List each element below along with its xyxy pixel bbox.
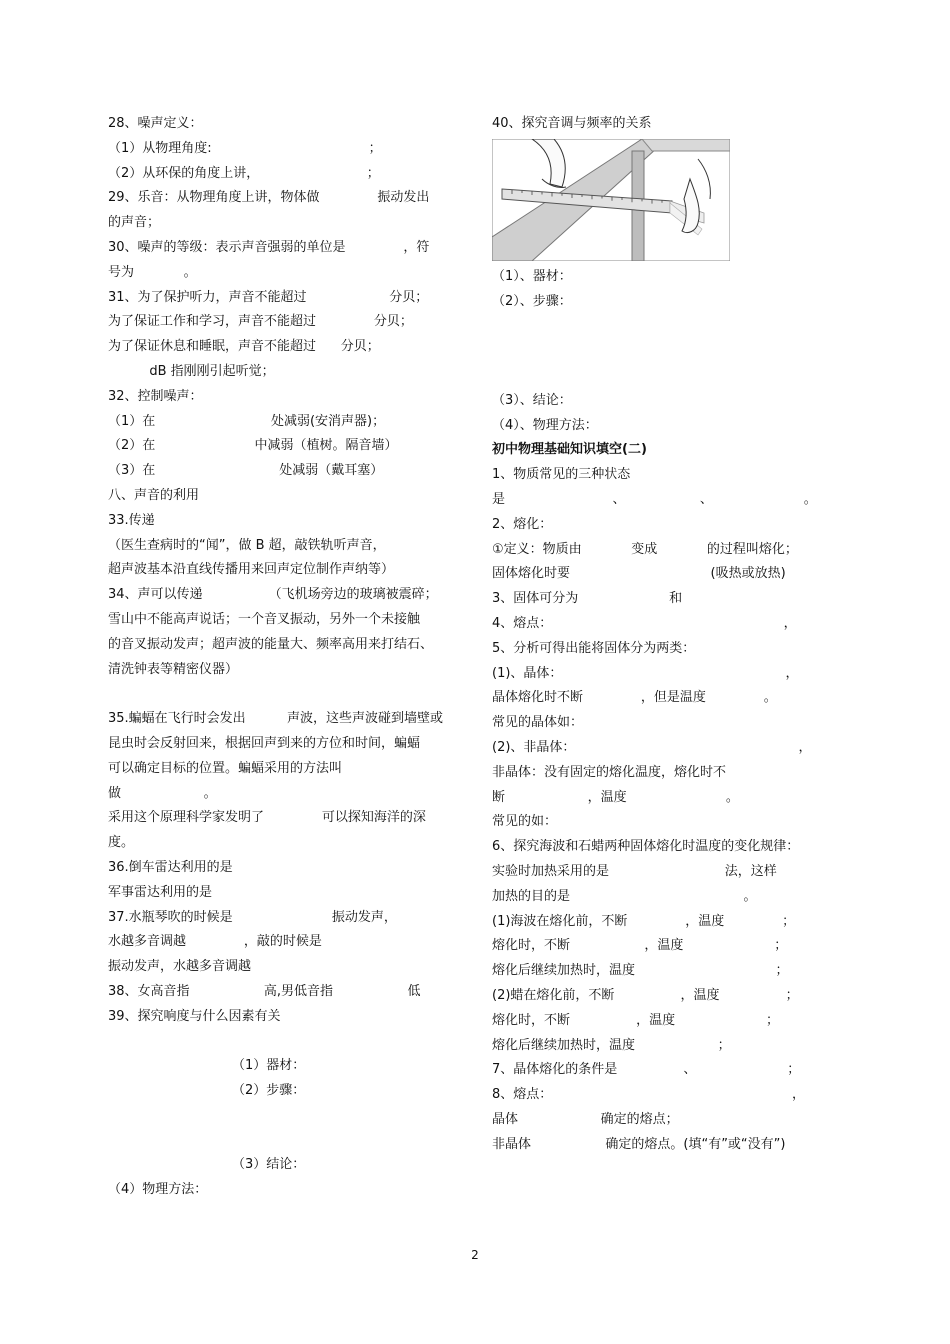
- text-line: 号为 。: [108, 264, 197, 280]
- text-line: 6、探究海波和石蜡两种固体熔化时温度的变化规律：: [492, 839, 800, 855]
- text-line: （3）、结论：: [492, 392, 572, 408]
- left-section-conclusion: [108, 1153, 468, 1203]
- q40-title: 40、探究音调与频率的关系: [492, 116, 652, 131]
- text-line: 加热的目的是 。: [492, 888, 757, 904]
- text-line: 1、物质常见的三种状态: [492, 467, 631, 483]
- spacer: [492, 314, 832, 388]
- text-line: 熔化时，不断 ，温度 ；: [492, 1012, 780, 1028]
- text-line: 可以确定目标的位置。蝙蝠采用的方法叫: [108, 760, 343, 776]
- text-line: (1)海波在熔化前，不断 ，温度 ；: [492, 913, 796, 929]
- spacer: [108, 1029, 468, 1054]
- text-line: 军事雷达利用的是: [108, 884, 213, 900]
- text-line: （1）从物理角度: ；: [108, 140, 382, 156]
- text-line: 非晶体：没有固定的熔化温度，熔化时不: [492, 764, 727, 780]
- text-line: 8、熔点： ，: [492, 1087, 805, 1103]
- text-line: 38、女高音指 高,男低音指 低: [108, 983, 421, 999]
- text-line: 断 ，温度 。: [492, 789, 739, 805]
- text-line: 的音叉振动发声；超声波的能量大、频率高用来打结石、: [108, 636, 434, 652]
- text-line: （2）从环保的角度上讲， ；: [108, 165, 380, 181]
- left-section-applications: [108, 707, 468, 1029]
- text-line: 实验时加热采用的是 法，这样: [492, 863, 777, 879]
- text-line: 29、乐音：从物理角度上讲，物体做 振动发出: [108, 190, 430, 206]
- text-line: 常见的如：: [492, 814, 558, 830]
- left-section-sound: [108, 112, 468, 682]
- text-line: （2）在 中减弱（植树。隔音墙）: [108, 438, 398, 454]
- text-line: （2）步骤：: [108, 1083, 306, 1099]
- text-line: 超声波基本沿直线传播用来回声定位制作声纳等）: [108, 562, 395, 578]
- text-line: 熔化时，不断 ，温度 ；: [492, 938, 788, 954]
- text-line: （3）在 处减弱（戴耳塞）: [108, 463, 384, 479]
- text-line: 30、噪声的等级：表示声音强弱的单位是 ，符: [108, 239, 430, 255]
- text-line: 为了保证休息和睡眠，声音不能超过 分贝；: [108, 339, 380, 355]
- text-line: 晶体熔化时不断 ，但是温度 。: [492, 690, 777, 706]
- left-section-experiment: [108, 1054, 468, 1104]
- text-line: 3、固体可分为 和: [492, 591, 683, 607]
- text-line: 初中物理基础知识填空(二): [492, 442, 647, 458]
- right-section-melting: [492, 389, 832, 1158]
- text-line: 34、声可以传递 （飞机场旁边的玻璃被震碎；: [108, 587, 438, 603]
- text-line: 清洗钟表等精密仪器）: [108, 661, 239, 677]
- text-line: 31、为了保护听力，声音不能超过 分贝；: [108, 289, 429, 305]
- text-line: 昆虫时会反射回来，根据回声到来的方位和时间，蝙蝠: [108, 735, 421, 751]
- text-line: 39、探究响度与什么因素有关: [108, 1008, 281, 1024]
- text-line: 八、声音的利用: [108, 487, 200, 503]
- text-line: 常见的晶体如：: [492, 715, 584, 731]
- text-line: 采用这个原理科学家发明了 可以探知海洋的深: [108, 810, 426, 826]
- text-line: 度。: [108, 835, 135, 851]
- text-line: 做 。: [108, 785, 217, 801]
- q40-items: [492, 265, 832, 315]
- text-line: 为了保证工作和学习，声音不能超过 分贝；: [108, 314, 413, 330]
- text-line: 36.倒车雷达利用的是: [108, 859, 233, 875]
- text-line: 33.传递: [108, 512, 155, 528]
- text-line: 28、噪声定义：: [108, 116, 203, 131]
- text-line: （4）物理方法：: [108, 1182, 208, 1198]
- spacer: [108, 682, 468, 707]
- text-line: （3）结论：: [108, 1157, 306, 1173]
- text-line: 4、熔点： ，: [492, 615, 797, 631]
- text-line: 5、分析可得出能将固体分为两类：: [492, 640, 696, 656]
- text-line: 熔化后继续加热时，温度 ；: [492, 1037, 731, 1053]
- left-column: [108, 112, 468, 1203]
- text-line: 熔化后继续加热时，温度 ；: [492, 963, 789, 979]
- text-line: 的声音；: [108, 215, 161, 231]
- text-line: （1）器材：: [108, 1058, 306, 1074]
- ruler-illustration-icon: [492, 139, 730, 261]
- text-line: 37.水瓶琴吹的时候是 振动发声，: [108, 909, 397, 925]
- text-line: (2)、非晶体： ，: [492, 739, 812, 755]
- right-column: [492, 112, 832, 1157]
- ruler-experiment-figure: [492, 139, 730, 261]
- text-line: (2)蜡在熔化前，不断 ，温度 ；: [492, 987, 799, 1003]
- text-line: 雪山中不能高声说话；一个音叉振动，另外一个未接触: [108, 611, 421, 627]
- text-line: 固体熔化时要 (吸热或放热): [492, 566, 786, 582]
- text-line: （2）、步骤：: [492, 293, 572, 309]
- text-line: （1）在 处减弱(安消声器)；: [108, 413, 386, 429]
- page-number: 2: [471, 1248, 479, 1262]
- text-line: ①定义：物质由 变成 的过程叫熔化；: [492, 541, 798, 557]
- text-line: 2、熔化：: [492, 516, 553, 532]
- text-line: 32、控制噪声：: [108, 388, 203, 404]
- text-line: 振动发声，水越多音调越: [108, 959, 252, 975]
- spacer: [108, 1104, 468, 1154]
- text-line: 是 、 、 。: [492, 491, 817, 507]
- text-line: （4）、物理方法：: [492, 417, 598, 433]
- text-line: (1)、晶体： ，: [492, 665, 799, 681]
- text-line: dB 指刚刚引起听觉；: [108, 363, 275, 379]
- text-line: 非晶体 确定的熔点。(填“有”或“没有”): [492, 1136, 786, 1152]
- text-line: 水越多音调越 ，敲的时候是: [108, 934, 322, 950]
- text-line: 7、晶体熔化的条件是 、 ；: [492, 1062, 801, 1078]
- text-line: （1）、器材：: [492, 268, 572, 284]
- text-line: （医生查病时的“闻”，做 B 超，敲铁轨听声音，: [108, 537, 386, 553]
- text-line: 晶体 确定的熔点；: [492, 1111, 679, 1127]
- text-line: 35.蝙蝠在飞行时会发出 声波，这些声波碰到墙壁或: [108, 711, 443, 727]
